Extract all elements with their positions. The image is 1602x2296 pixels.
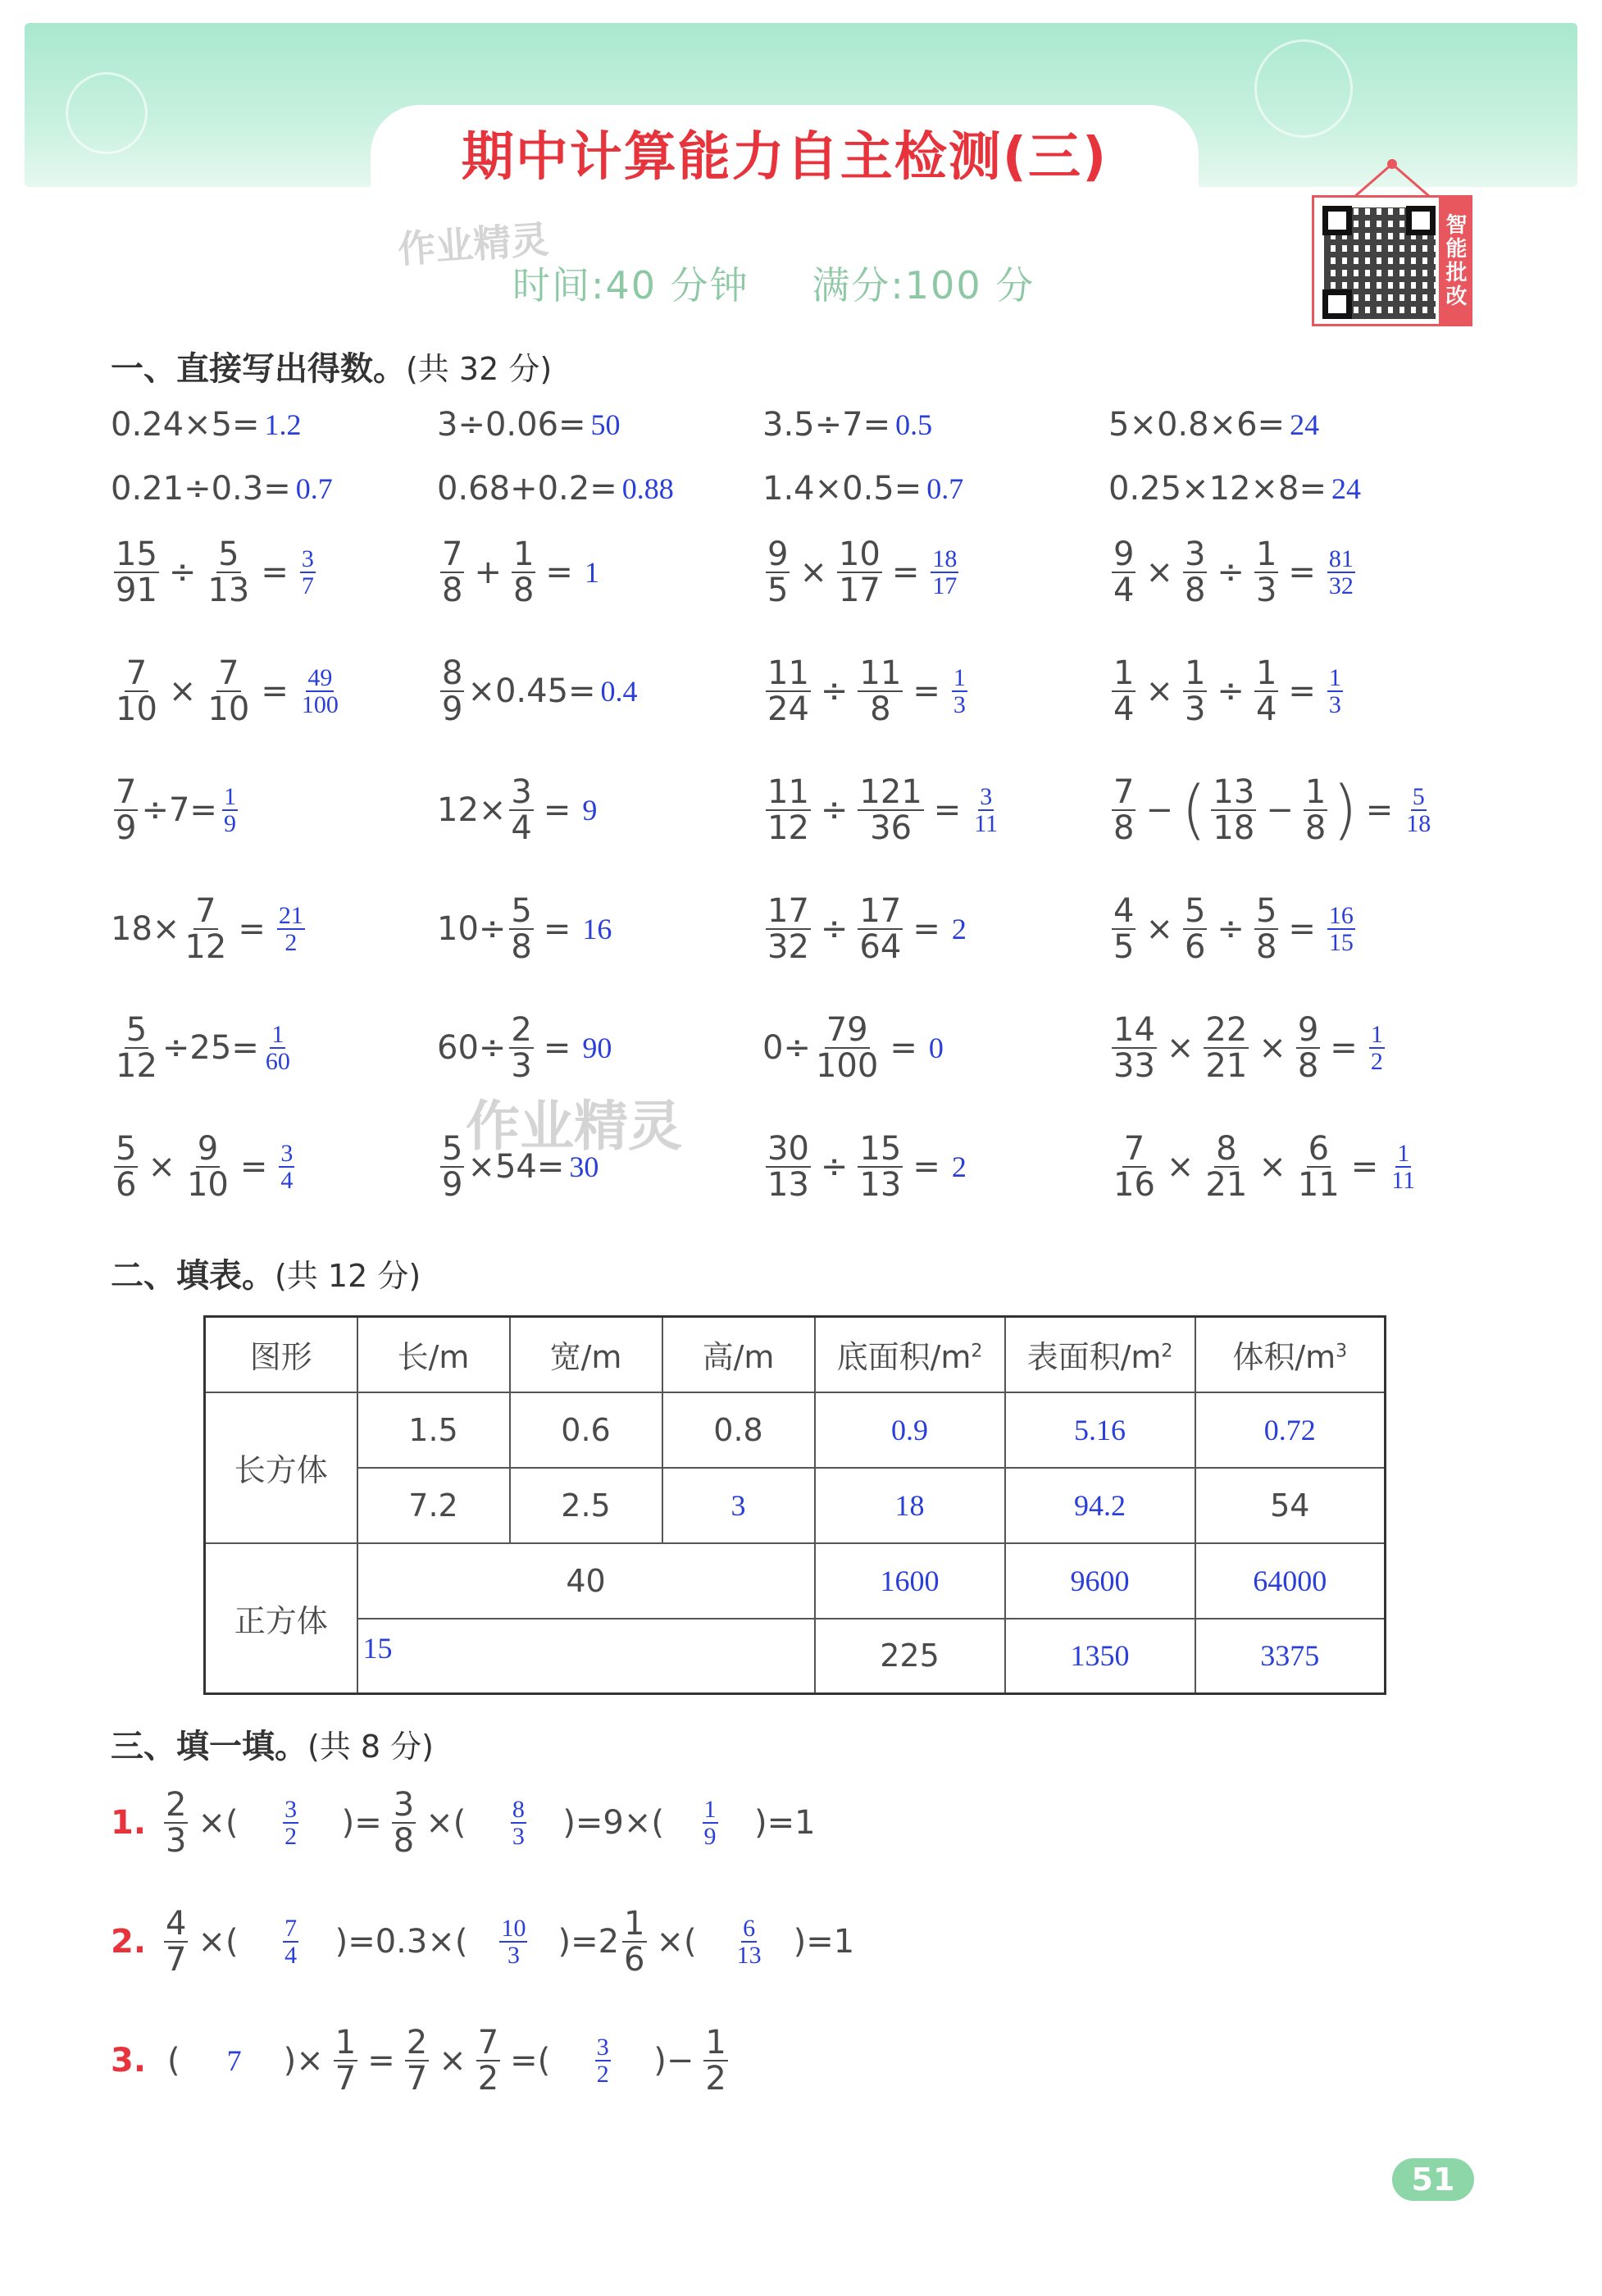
problem-cell: $\frac{9}{5}$ × $\frac{10}{17}$ = $\frac{18}{17}$ [767, 535, 958, 609]
table-row [205, 1619, 1386, 1694]
problem-cell [437, 470, 674, 508]
answer: $\frac{1}{60}$ [265, 1020, 290, 1075]
table-answer-cell: 3 [662, 1468, 815, 1543]
fraction: $\frac{13}{18}$ [1213, 773, 1255, 847]
answer: 0.7 [926, 472, 964, 505]
expression: 0.68+0.2= [437, 470, 617, 508]
time-info [512, 256, 1084, 310]
answer: 1.2 [264, 408, 302, 441]
problem-cell [437, 656, 638, 727]
fraction: $\frac{5}{6}$ [1184, 892, 1206, 966]
answer: $\frac{5}{18}$ [1406, 782, 1431, 837]
table-cell: 0.6 [510, 1392, 662, 1468]
page-title: 期中计算能力自主检测(三) [461, 127, 1108, 188]
fraction: $\frac{3}{8}$ [1184, 535, 1206, 609]
table-answer-cell: 0.9 [815, 1392, 1005, 1468]
fraction: $\frac{7}{8}$ [442, 535, 463, 609]
fraction: $\frac{7}{10}$ [116, 654, 157, 728]
table-header: 长/m [357, 1317, 510, 1392]
answer: $\frac{49}{100}$ [301, 663, 339, 718]
problem-cell: 0÷ $\frac{79}{100}$ = 0 [762, 1011, 944, 1085]
fraction: $\frac{9}{4}$ [1113, 535, 1135, 609]
problem-cell: $\frac{30}{13}$ ÷ $\frac{15}{13}$ = 2 [767, 1130, 967, 1204]
answer: $\frac{81}{32}$ [1328, 544, 1354, 599]
table-answer-cell: 1600 [815, 1543, 1005, 1619]
table-header-row [205, 1317, 1386, 1392]
answer: $\frac{3}{4}$ [280, 1139, 294, 1194]
fraction: $\frac{15}{13}$ [859, 1130, 902, 1204]
expression: 0.21÷0.3= [111, 470, 291, 508]
table-cell: 1.5 [357, 1392, 510, 1468]
answer: 24 [1331, 472, 1361, 505]
answer: 1 [584, 556, 599, 589]
qr-corner-icon [1406, 206, 1436, 235]
fraction: $\frac{14}{33}$ [1113, 1011, 1155, 1085]
expression: 0.25×12×8= [1108, 470, 1327, 508]
fraction: $\frac{5}{6}$ [116, 1130, 137, 1204]
problem-cell: $\frac{4}{5}$ × $\frac{5}{6}$ ÷ $\frac{5}{8}$ = $\frac{16}{15}$ [1113, 892, 1354, 966]
watermark-text: 作业精灵 [466, 1095, 682, 1158]
answer: 0.7 [295, 472, 333, 505]
qr-corner-icon [1322, 289, 1352, 319]
problem-cell: $\frac{1}{4}$ × $\frac{1}{3}$ ÷ $\frac{1}{4}$ = $\frac{1}{3}$ [1113, 654, 1341, 728]
problem-cell: $\frac{7}{8}$ + $\frac{1}{8}$ = 1 [442, 535, 599, 609]
table-answer-cell: 3375 [1195, 1619, 1386, 1694]
answer: $\frac{18}{17}$ [932, 544, 958, 599]
problem-cell: $\frac{17}{32}$ ÷ $\frac{17}{64}$ = 2 [767, 892, 967, 966]
banner-circle-deco [1254, 39, 1353, 138]
problem-cell: $\frac{14}{33}$ × $\frac{22}{21}$ × $\frac{9}{8}$ = $\frac{1}{2}$ [1113, 1011, 1383, 1085]
qr-corner-icon [1322, 206, 1352, 235]
answer: 90 [582, 1032, 612, 1064]
answer-blank: $\frac{7}{4}$ [284, 1914, 298, 1969]
expression: 60÷ [437, 1029, 507, 1067]
problem-cell: $\frac{15}{91}$ ÷ $\frac{5}{13}$ = $\frac{3}{7}$ [116, 535, 314, 609]
answer: $\frac{21}{2}$ [278, 901, 303, 956]
table-cell: 2.5 [510, 1468, 662, 1543]
fill-question: 3. ( 7 )× $\frac{1}{7}$ = $\frac{2}{7}$ × $\frac{7}{2}$ =( $\frac{3}{2}$ )− $\frac{1}{2}$ [111, 2024, 726, 2098]
problem-cell [762, 470, 963, 508]
expression: )=1 [793, 1923, 855, 1961]
answer: 2 [951, 913, 967, 945]
expression: 1.4×0.5= [762, 470, 922, 508]
qr-label: 智能批改 [1439, 198, 1470, 324]
answer: 16 [582, 913, 612, 945]
section1-heading [111, 343, 552, 390]
fraction: $\frac{8}{9}$ [442, 654, 463, 728]
table-answer-cell: 1350 [1005, 1619, 1195, 1694]
fraction: $\frac{17}{64}$ [859, 892, 902, 966]
answer-blank: $\frac{8}{3}$ [512, 1795, 525, 1850]
expression: )=2 [558, 1923, 620, 1961]
fraction: $\frac{2}{3}$ [511, 1011, 532, 1085]
answer: $\frac{1}{9}$ [223, 782, 236, 837]
fraction: $\frac{9}{5}$ [767, 535, 789, 609]
answer: 0.88 [621, 472, 674, 505]
fill-question: 2. $\frac{4}{7}$ ×( $\frac{7}{4}$ )=0.3×( $\frac{10}{3}$ )=2 $\frac{1}{6}$ ×( $\frac{6}{13}$ )=1 [111, 1905, 855, 1979]
problem-cell: 60÷ $\frac{2}{3}$ = 90 [437, 1011, 612, 1085]
answer-blank: $\frac{10}{3}$ [501, 1914, 526, 1969]
answer-blank: 7 [226, 2044, 242, 2077]
section3-points: (共 8 分) [307, 1729, 434, 1765]
problem-cell [111, 775, 241, 845]
answer: 9 [582, 794, 598, 827]
answer: $\frac{1}{2}$ [1370, 1020, 1383, 1075]
table-cell: 0.8 [662, 1392, 815, 1468]
answer: 0 [928, 1032, 944, 1064]
fraction: $\frac{17}{32}$ [767, 892, 809, 966]
answer: 50 [590, 408, 621, 441]
expression: ×54= [467, 1148, 565, 1186]
table-header: 底面积$/m^2$ [815, 1317, 1005, 1392]
section3-title: 三、填一填。 [111, 1728, 307, 1765]
fraction: $\frac{1}{7}$ [335, 2024, 357, 2098]
answer: $\frac{1}{3}$ [1328, 663, 1341, 718]
expression: 3.5÷7= [762, 406, 891, 444]
fraction: $\frac{1}{2}$ [705, 2024, 726, 2098]
answer: 0.5 [895, 408, 933, 441]
problem-cell: 10÷ $\frac{5}{8}$ = 16 [437, 892, 612, 966]
problem-cell [111, 406, 302, 444]
expression: )=9×( [562, 1804, 665, 1842]
question-number: 3. [111, 2042, 147, 2080]
expression: 0÷ [762, 1029, 811, 1067]
table-header: 图形 [205, 1317, 357, 1392]
fraction: $\frac{7}{10}$ [207, 654, 250, 728]
expression: )=0.3×( [335, 1923, 468, 1961]
table-cell: 40 [357, 1543, 815, 1619]
fraction: $\frac{30}{13}$ [767, 1130, 809, 1204]
shape-label: 长方体 [205, 1392, 357, 1543]
problem-cell: $\frac{9}{4}$ × $\frac{3}{8}$ ÷ $\frac{1}{3}$ = $\frac{81}{32}$ [1113, 535, 1354, 609]
fraction: $\frac{7}{2}$ [477, 2024, 499, 2098]
problem-cell [111, 470, 333, 508]
answer: $\frac{1}{3}$ [953, 663, 966, 718]
problem-cell: $\frac{11}{24}$ ÷ $\frac{11}{8}$ = $\frac{1}{3}$ [767, 654, 966, 728]
section2-title: 二、填表。 [111, 1257, 275, 1295]
answer-blank: $\frac{3}{2}$ [596, 2033, 609, 2088]
table-cell: 225 [815, 1619, 1005, 1694]
table-header: 表面积$/m^2$ [1005, 1317, 1195, 1392]
fraction: $\frac{5}{13}$ [207, 535, 250, 609]
table-header: 宽/m [510, 1317, 662, 1392]
fraction: $\frac{121}{36}$ [859, 773, 922, 847]
fraction: $\frac{5}{12}$ [116, 1011, 157, 1085]
expression: )=1 [754, 1804, 816, 1842]
expression: 5×0.8×6= [1108, 406, 1286, 444]
qr-hanger-icon [1351, 159, 1433, 198]
expression: 18× [111, 910, 180, 948]
expression: 0.24×5= [111, 406, 260, 444]
expression: ÷7= [141, 791, 217, 829]
fraction: $\frac{4}{7}$ [166, 1905, 187, 1979]
answer: 2 [951, 1150, 967, 1183]
fraction: $\frac{1}{6}$ [624, 1905, 645, 1979]
time-label: 时间:40 分钟 [512, 263, 749, 308]
table-answer-cell: 18 [815, 1468, 1005, 1543]
fraction: $\frac{11}{24}$ [767, 654, 809, 728]
answer: $\frac{1}{11}$ [1391, 1139, 1416, 1194]
fraction: $\frac{5}{8}$ [511, 892, 532, 966]
fraction: $\frac{1}{4}$ [1255, 654, 1277, 728]
expression: 10÷ [437, 910, 507, 948]
answer-blank: $\frac{3}{2}$ [284, 1795, 298, 1850]
table-answer-cell: 0.72 [1195, 1392, 1386, 1468]
answer: 30 [569, 1150, 599, 1183]
fraction: $\frac{9}{10}$ [186, 1130, 229, 1204]
section2-heading [111, 1250, 421, 1296]
expression: ×0.45= [467, 672, 596, 710]
fraction: $\frac{1}{8}$ [1304, 773, 1327, 847]
question-number: 1. [111, 1804, 147, 1842]
fill-table [203, 1315, 1386, 1695]
problem-cell: $\frac{11}{12}$ ÷ $\frac{121}{36}$ = $\frac{3}{11}$ [767, 773, 999, 847]
fraction: $\frac{9}{8}$ [1297, 1011, 1319, 1085]
table-cell: 54 [1195, 1468, 1386, 1543]
qr-code[interactable] [1312, 195, 1472, 326]
fraction: $\frac{1}{4}$ [1113, 654, 1135, 728]
fraction: $\frac{7}{12}$ [184, 892, 227, 966]
problem-cell [437, 406, 621, 444]
problem-cell [437, 1132, 598, 1202]
answer: $\frac{16}{15}$ [1328, 901, 1354, 956]
table-row [205, 1543, 1386, 1619]
score-label: 满分:100 分 [812, 263, 1035, 308]
problem-cell [111, 1013, 295, 1083]
fraction: $\frac{3}{4}$ [511, 773, 532, 847]
answer: $\frac{3}{11}$ [974, 782, 999, 837]
shape-label: 正方体 [205, 1543, 357, 1694]
fraction: $\frac{5}{9}$ [442, 1130, 463, 1204]
fraction: $\frac{2}{3}$ [166, 1786, 187, 1860]
fraction: $\frac{7}{8}$ [1113, 773, 1135, 847]
fraction: $\frac{10}{17}$ [838, 535, 881, 609]
fraction: $\frac{79}{100}$ [815, 1011, 879, 1085]
section1-title: 一、直接写出得数。 [111, 350, 406, 388]
fraction: $\frac{4}{5}$ [1113, 892, 1135, 966]
section3-heading [111, 1720, 434, 1767]
fraction: $\frac{1}{8}$ [512, 535, 535, 609]
section2-points: (共 12 分) [275, 1258, 421, 1294]
section1-points: (共 32 分) [406, 351, 553, 387]
banner-circle-deco [66, 72, 148, 154]
table-answer-cell: 5.16 [1005, 1392, 1195, 1468]
fraction: $\frac{11}{12}$ [767, 773, 809, 847]
table-answer-cell: 9600 [1005, 1543, 1195, 1619]
fraction: $\frac{7}{9}$ [116, 773, 137, 847]
fraction: $\frac{22}{21}$ [1205, 1011, 1248, 1085]
fraction: $\frac{6}{11}$ [1297, 1130, 1340, 1204]
problem-cell: $\frac{5}{6}$ × $\frac{9}{10}$ = $\frac{3}{4}$ [116, 1130, 294, 1204]
fraction: $\frac{1}{3}$ [1184, 654, 1206, 728]
expression: ÷25= [162, 1029, 259, 1067]
watermark-text: 作业精灵 [396, 216, 550, 272]
answer-blank: $\frac{1}{9}$ [703, 1795, 717, 1850]
fraction: $\frac{3}{8}$ [393, 1786, 415, 1860]
question-number: 2. [111, 1923, 147, 1961]
table-cell: 7.2 [357, 1468, 510, 1543]
table-header: 高/m [662, 1317, 815, 1392]
table-row [205, 1468, 1386, 1543]
fraction: $\frac{11}{8}$ [859, 654, 902, 728]
expression: 3÷0.06= [437, 406, 586, 444]
problem-cell [762, 406, 932, 444]
fraction: $\frac{1}{3}$ [1255, 535, 1277, 609]
page-number: 51 [1392, 2158, 1474, 2201]
table-row [205, 1392, 1386, 1468]
answer-blank: $\frac{6}{13}$ [736, 1914, 762, 1969]
problem-cell: $\frac{7}{8}$ − ( $\frac{13}{18}$ − $\frac{1}{8}$ ) = $\frac{5}{18}$ [1113, 773, 1431, 847]
answer: 24 [1290, 408, 1320, 441]
problem-cell: $\frac{7}{10}$ × $\frac{7}{10}$ = $\frac{49}{100}$ [116, 654, 339, 728]
fraction: $\frac{2}{7}$ [406, 2024, 428, 2098]
table-answer-cell: 94.2 [1005, 1468, 1195, 1543]
problem-cell [1108, 406, 1319, 444]
table-header: 体积$/m^3$ [1195, 1317, 1386, 1392]
table-answer-cell: 64000 [1195, 1543, 1386, 1619]
answer: $\frac{3}{7}$ [301, 544, 314, 599]
fill-question: 1. $\frac{2}{3}$ ×( $\frac{3}{2}$ )= $\frac{3}{8}$ ×( $\frac{8}{3}$ )=9×( $\frac{1}{9}$ )=1 [111, 1786, 816, 1860]
fraction: $\frac{5}{8}$ [1255, 892, 1277, 966]
fraction: $\frac{8}{21}$ [1205, 1130, 1248, 1204]
table-answer-cell: 15 [357, 1619, 815, 1694]
expression: 12× [437, 791, 507, 829]
problem-cell: 12× $\frac{3}{4}$ = 9 [437, 773, 598, 847]
fraction: $\frac{15}{91}$ [116, 535, 157, 609]
problem-cell [1108, 470, 1361, 508]
problem-cell: 18× $\frac{7}{12}$ = $\frac{21}{2}$ [111, 892, 303, 966]
fraction: $\frac{7}{16}$ [1113, 1130, 1155, 1204]
problem-cell: $\frac{7}{16}$ × $\frac{8}{21}$ × $\frac{6}{11}$ = $\frac{1}{11}$ [1113, 1130, 1416, 1204]
answer: 0.4 [600, 675, 638, 708]
